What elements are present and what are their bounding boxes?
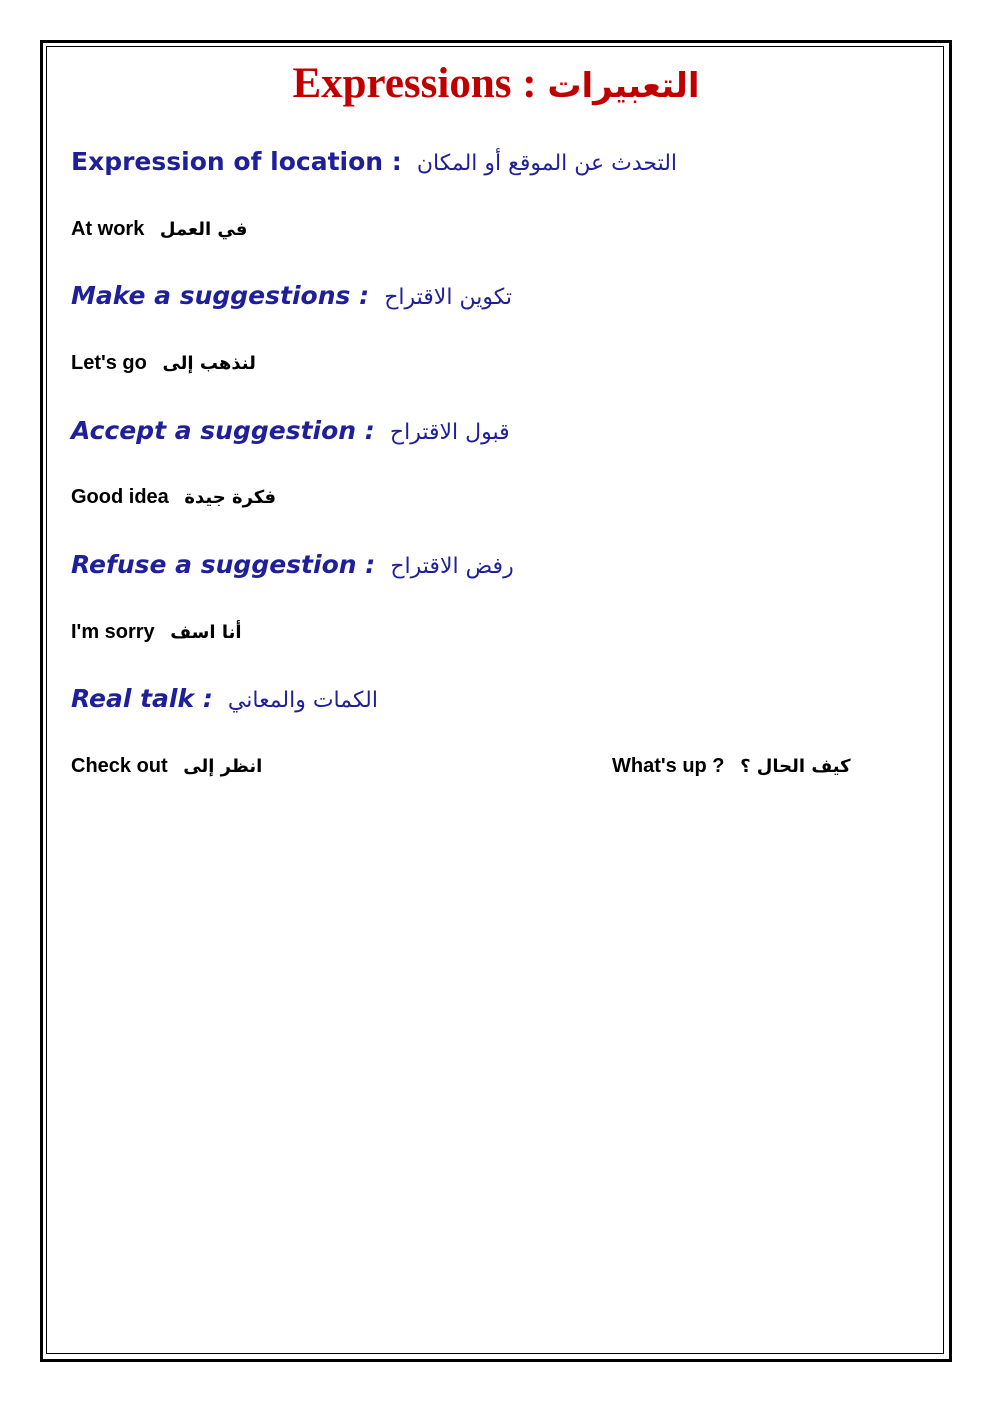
section-heading-make-suggestion — [71, 283, 512, 309]
section-heading-refuse-suggestion — [71, 552, 514, 578]
expression-english: Good idea — [71, 486, 169, 508]
section-heading-location — [71, 149, 677, 175]
title-arabic: التعبيرات — [547, 66, 700, 106]
heading-english: Refuse a suggestion : — [71, 550, 376, 579]
heading-english: Expression of location : — [71, 147, 402, 176]
heading-arabic: التحدث عن الموقع أو المكان — [416, 151, 678, 176]
expression-english: Let's go — [71, 352, 147, 374]
expression-item — [612, 756, 851, 776]
expression-arabic: لنذهب إلى — [162, 353, 256, 374]
expression-item — [71, 756, 262, 776]
expression-arabic: في العمل — [159, 219, 248, 240]
section-heading-accept-suggestion — [71, 418, 510, 444]
expression-item — [71, 219, 247, 239]
expression-item — [71, 622, 242, 642]
page-title — [0, 62, 992, 105]
expression-english: I'm sorry — [71, 621, 155, 643]
heading-arabic: الكمات والمعاني — [227, 688, 378, 713]
heading-arabic: قبول الاقتراح — [389, 420, 510, 445]
section-heading-real-talk — [71, 686, 378, 712]
heading-english: Accept a suggestion : — [71, 416, 375, 445]
heading-arabic: رفض الاقتراح — [390, 554, 514, 579]
heading-arabic: تكوين الاقتراح — [384, 285, 512, 310]
expression-english: Check out — [71, 755, 168, 777]
expression-item — [71, 353, 256, 373]
expression-english: What's up ? — [612, 755, 725, 777]
expression-item — [71, 487, 276, 507]
title-english: Expressions : — [292, 60, 537, 107]
expression-arabic: انظر إلى — [183, 756, 263, 777]
expression-arabic: كيف الحال ؟ — [740, 756, 851, 777]
expression-english: At work — [71, 218, 145, 240]
heading-english: Real talk : — [71, 684, 213, 713]
expression-arabic: أنا اسف — [170, 622, 242, 643]
expression-arabic: فكرة جيدة — [184, 487, 277, 508]
heading-english: Make a suggestions : — [71, 281, 370, 310]
